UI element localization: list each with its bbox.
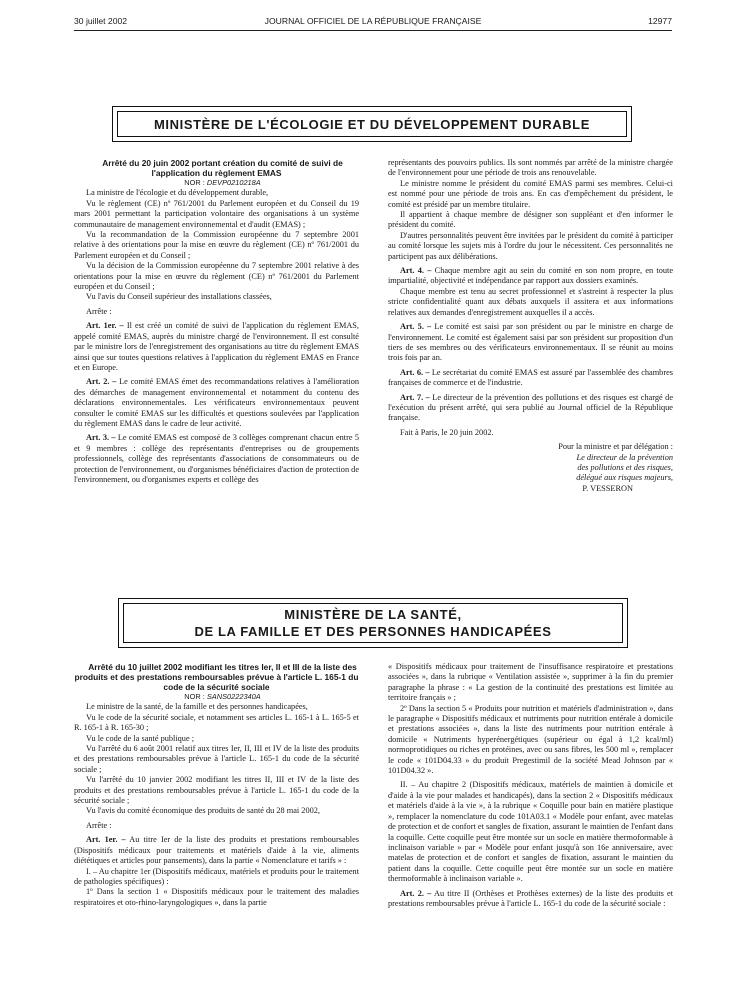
arrete1-c2p1: représentants des pouvoirs publics. Ils sont nommés par arrêté de la ministre chargée de l'environnement pour une période de trois ans renouvelable.	[388, 158, 673, 178]
arrete2-p1: Le ministre de la santé, de la famille et des personnes handicapées,	[86, 702, 308, 712]
arrete1-p5: Vu l'avis du Conseil supérieur des installations classées,	[86, 292, 272, 302]
arrete1-art1-label: Art. 1er. –	[86, 321, 124, 331]
ministry-sante-line1: MINISTÈRE DE LA SANTÉ,	[284, 607, 462, 622]
arrete1-sign-line2: Le directeur de la prévention	[576, 452, 673, 462]
arrete1-art2-label: Art. 2. –	[86, 377, 117, 387]
arrete2-c4p2: 2º Dans la section 5 « Produits pour nutrition et matériels d'administration », dans le paragraphe « Dispositifs médicaux et nutriments pour nutrition entérale à domicile et prestations associées », dans la liste des nutriments pour nutrition entérale à domicile « Nutriments hyperénergétiques (supérieur ou égal à 1,2 kcal/ml) normoprotidiques ou riches en protéines, avec ou sans fibres, les 500 ml », remplacer le code « 101D04.33 » du produit Pregestimil de la société Mead Johnson par « 101D04.32 ».	[388, 703, 673, 776]
arrete1-art5-label: Art. 5. –	[400, 322, 432, 332]
column-arrete1-left	[74, 158, 359, 485]
arrete2-art1-label: Art. 1er. –	[86, 835, 126, 845]
arrete1-art5	[388, 322, 673, 364]
arrete1-art7-text: Le directeur de la prévention des pollutions et des risques est chargé de l'exécution du présent arrêté, qui sera publié au Journal officiel de la République française.	[388, 392, 674, 423]
arrete1-nor-label: NOR :	[184, 178, 205, 187]
arrete2-p3: Vu le code de la santé publique ;	[86, 733, 195, 743]
arrete1-sign-line3: des pollutions et des risques,	[577, 462, 673, 472]
arrete1-art6-label: Art. 6. –	[400, 367, 430, 377]
arrete1-art5-text: Le comité est saisi par son président ou par le ministre en charge de l'environnement. Le comité est également saisi par son président sur proposition d'un tiers de ses membres ou des vérificateurs environnementaux. Il se réunit au moins trois fois par an.	[388, 322, 674, 363]
arrete2-art1-text: Au titre Ier de la liste des produits et prestations remboursables (Dispositifs médicaux pour traitements et matériels d'aide à la vie, aliments diététiques et articles pour pansements), dans la partie « Nomenclature et tarifs » :	[74, 835, 359, 866]
arrete1-p2: Vu le règlement (CE) nº 761/2001 du Parlement européen et du Conseil du 19 mars 2001 permettant la participation volontaire des organisations à un système communautaire de management environnemental et d'audit (EMAS) ;	[74, 198, 359, 229]
arrete1-signatory: P. VESSERON	[582, 483, 633, 493]
column-arrete2-left	[74, 662, 359, 908]
arrete1-art4-label: Art. 4. –	[400, 266, 432, 276]
arrete1-p1: La ministre de l'écologie et du développement durable,	[86, 188, 269, 198]
arrete2-c4p3: II. – Au chapitre 2 (Dispositifs médicaux, matériels de maintien à domicile et d'aide à la vie pour malades et handicapés), dans la section 2 « Dispositifs médicaux et matériels d'aide à la vie », à la rubrique « Coquille pour bain en matière plastique », remplacer la nomenclature du code 101A03.1 « Modèle pour enfant, avec matelas de protection et de confort et sangles de fixation, assurant le maintien de l'enfant dans la coquille. Cette coquille peut être montée sur un socle en matière thermoformable à inclinaison variable » par « Modèle pour enfant jusqu'à son 16e anniversaire, avec matelas de protection et de confort et sangles de fixation, assurant le maintien du patient dans la coquille. Cette coquille peut être montée sur un socle en matière thermoformable à inclinaison variable ».	[388, 780, 673, 884]
arrete2-art2	[388, 889, 673, 910]
arrete2-p5: Vu l'arrêté du 10 janvier 2002 modifiant les titres II, III et IV de la liste des produits et des prestations remboursables prévue à l'article L. 165-1 du code de la sécurité sociale ;	[74, 775, 359, 806]
arrete2-arrete: Arrête :	[86, 820, 112, 830]
arrete1-p3: Vu la recommandation de la Commission européenne du 7 septembre 2001 relative à des orientations pour la mise en œuvre du règlement (CE) nº 761/2001 du Parlement européen et du Conseil ;	[74, 230, 359, 260]
arrete1-art2-text: Le comité EMAS émet des recommandations relatives à l'amélioration des démarches de management environnemental et notamment du contenu des déclarations environnementales. Les vérificateurs environnementaux peuvent consulter le comité EMAS sur les difficultés et questions soulevées par l'application du règlement EMAS dans le cadre de leur activité.	[74, 377, 360, 428]
arrete2-title: Arrêté du 10 juillet 2002 modifiant les titres Ier, II et III de la liste des produits et des prestations remboursables prévue à l'article L. 165-1 du code de la sécurité sociale	[74, 662, 359, 692]
arrete1-title: Arrêté du 20 juin 2002 portant création du comité de suivi de l'application du règlement EMAS	[102, 158, 343, 178]
arrete2-art2-text: Au titre II (Orthèses et Prothèses externes) de la liste des produits et prestations remboursables prévue à l'article L. 165-1 du code de la sécurité sociale :	[388, 888, 674, 908]
header-date: 30 juillet 2002	[74, 16, 128, 26]
arrete1-nor	[74, 178, 359, 188]
arrete1-art4	[388, 266, 673, 287]
arrete2-nor	[74, 692, 359, 702]
arrete1-p4: Vu la décision de la Commission européenne du 7 septembre 2001 relative à des orientations pour la mise en œuvre du règlement (CE) nº 761/2001 du Parlement européen et du Conseil ;	[74, 261, 359, 292]
arrete1-art7-label: Art. 7. –	[400, 392, 430, 402]
arrete1-c2p4: D'autres personnalités peuvent être invitées par le président du comité à participer au comité lorsque les sujets mis à l'ordre du jour le nécessitent. Ces personnalités ne participent pas aux délibérations.	[388, 230, 673, 261]
arrete1-c2p5: Chaque membre est tenu au secret professionnel et s'astreint à respecter la plus stricte confidentialité quant aux débats auxquels il assitera et aux informations relatives aux demandes d'enregistrement auxquelles il a accès.	[388, 286, 673, 317]
arrete1-arrete: Arrête :	[86, 306, 112, 316]
arrete1-art3-label: Art. 3. –	[86, 433, 116, 443]
arrete2-art2-label: Art. 2. –	[400, 888, 432, 898]
arrete2-nor-code: SANS0222340A	[206, 692, 261, 701]
arrete2-p7: I. – Au chapitre 1er (Dispositifs médicaux, matériels et produits pour le traitement de pathologies spécifiques) :	[74, 866, 359, 886]
ministry-ecologie-title: MINISTÈRE DE L'ÉCOLOGIE ET DU DÉVELOPPEMENT DURABLE	[154, 116, 590, 132]
arrete1-c2p2: Le ministre nomme le président du comité EMAS parmi ses membres. Celui-ci est nommé pour une période de trois ans. En cas d'empêchement du président, le comité est présidé par un membre titulaire.	[388, 178, 673, 209]
arrete2-p8: 1º Dans la section 1 « Dispositifs médicaux pour le traitement des maladies respiratoires et oto-rhino-laryngologiques », dans la partie	[74, 887, 359, 907]
ministry-sante-box	[118, 598, 628, 648]
ministry-ecologie-box	[112, 106, 632, 142]
arrete2-nor-label: NOR :	[184, 692, 205, 701]
header-page-number: 12977	[648, 16, 672, 26]
arrete2-art1	[74, 835, 359, 866]
column-arrete2-right	[388, 662, 673, 909]
arrete1-c2p3: Il appartient à chaque membre de désigner son suppléant et d'en informer le président du comité.	[388, 210, 673, 230]
arrete2-p4: Vu l'arrêté du 6 août 2001 relatif aux titres Ier, II, III et IV de la liste des produits et des prestations remboursables prévue à l'article L. 165-1 du code de la sécurité sociale ;	[74, 744, 359, 774]
arrete2-p6: Vu l'avis du comité économique des produits de santé du 28 mai 2002,	[86, 806, 320, 816]
arrete1-fait: Fait à Paris, le 20 juin 2002.	[400, 427, 494, 437]
ministry-sante-line2: DE LA FAMILLE ET DES PERSONNES HANDICAPÉES	[194, 624, 552, 639]
header-journal-title: JOURNAL OFFICIEL DE LA RÉPUBLIQUE FRANÇAISE	[264, 16, 482, 26]
arrete1-art3-text: Le comité EMAS est composé de 3 collèges comprenant chacun entre 5 et 9 membres : collège des représentants d'entreprises ou de groupements professionnels, collège des représentants d'associations de consommateurs ou de protection de l'environnement, ou d'organismes bénéficiaires d'action de protection de l'environnement, ou d'organismes experts et collège des	[74, 433, 360, 484]
arrete1-nor-code: DEVP0210218A	[206, 178, 261, 187]
arrete1-sign-delegation: Pour la ministre et par délégation :	[558, 442, 673, 452]
arrete1-art6-text: Le secrétariat du comité EMAS est assuré par l'assemblée des chambres françaises de commerce et de l'industrie.	[388, 367, 673, 388]
column-arrete1-right	[388, 158, 673, 494]
arrete1-art1-text: Il est créé un comité de suivi de l'application du règlement EMAS, appelé comité EMAS, auprès du ministre chargé de l'environnement. Il est consulté par le ministre lors de l'enregistrement des organisations au titre du règlement EMAS ainsi que sur toutes questions relatives à l'application du règlement EMAS en France et en Europe.	[74, 321, 359, 372]
arrete1-art3	[74, 433, 359, 485]
page-header	[74, 16, 672, 31]
arrete2-c4p1: « Dispositifs médicaux pour traitement de l'insuffisance respiratoire et prestations associées », dans la rubrique « Ventilation assistée », supprimer à la fin du premier paragraphe la phrase : « La gestion de la continuité des prestations est limitée au territoire français » ;	[388, 662, 673, 703]
arrete1-art1	[74, 321, 359, 373]
arrete2-p2: Vu le code de la sécurité sociale, et notamment ses articles L. 165-1 à L. 165-5 et R. 165-1 à R. 165-30 ;	[74, 712, 359, 733]
arrete1-art7	[388, 393, 673, 424]
arrete1-art4-text: Chaque membre agit au sein du comité en son nom propre, en toute impartialité, objectivité et indépendance par rapport aux dossiers examinés.	[388, 266, 674, 286]
arrete1-sign-line4: délégué aux risques majeurs,	[576, 473, 673, 483]
arrete1-art2	[74, 377, 359, 429]
arrete1-art6	[388, 368, 673, 389]
